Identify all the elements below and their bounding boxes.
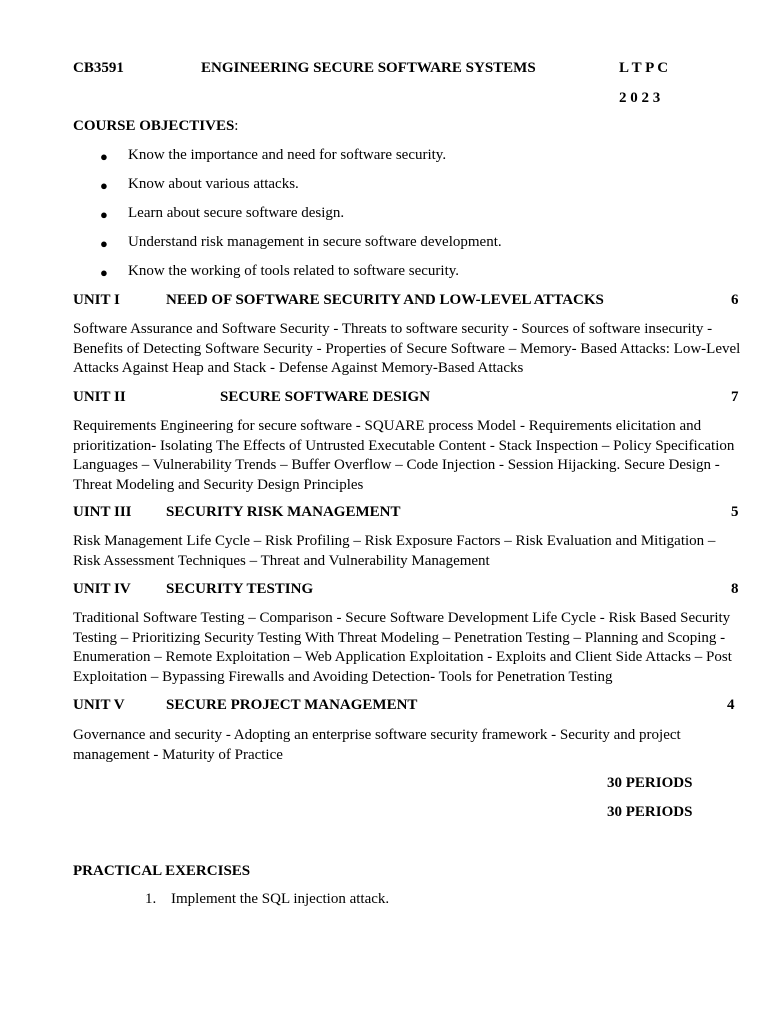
practical-item: Implement the SQL injection attack. bbox=[171, 891, 390, 907]
practical-heading: PRACTICAL EXERCISES bbox=[73, 863, 251, 879]
unit-title: SECURE SOFTWARE DESIGN bbox=[220, 389, 431, 405]
bullet-icon: ● bbox=[100, 236, 108, 251]
unit-hours: 7 bbox=[731, 389, 739, 405]
practical-item-number: 1. bbox=[145, 891, 157, 907]
unit-content: Requirements Engineering for secure software - SQUARE process Model - Requirements elicitation and prioritization- Isolating The Effects of Untrusted Executable Content - Stack Inspection – Policy Specification Languages – Vulnerability Trends – Buffer Overflow – Code Injection - Session Hijacking. Secure Design - Threat Modeling and Security Design Principles bbox=[73, 418, 735, 493]
unit-label: UNIT II bbox=[73, 389, 126, 405]
ltpc-label: L T P C bbox=[619, 60, 669, 76]
unit-content: Software Assurance and Software Security - Threats to software security - Sources of software insecurity - Benefits of Detecting Software Security - Properties of Secure Software – Memory- Based Attacks: Low-Level Attacks Against Heap and Stack - Defense Against Memory-Based Attacks bbox=[73, 321, 741, 376]
ltpc-values: 2 0 2 3 bbox=[619, 90, 661, 106]
bullet-icon: ● bbox=[100, 149, 108, 164]
unit-hours: 4 bbox=[727, 697, 735, 713]
unit-title: NEED OF SOFTWARE SECURITY AND LOW-LEVEL ATTACKS bbox=[166, 292, 604, 308]
bullet-icon: ● bbox=[100, 178, 108, 193]
unit-hours: 5 bbox=[731, 504, 739, 520]
unit-hours: 6 bbox=[731, 292, 739, 308]
unit-title: SECURE PROJECT MANAGEMENT bbox=[166, 697, 418, 713]
objectives-heading-line bbox=[73, 118, 238, 135]
unit-content: Risk Management Life Cycle – Risk Profiling – Risk Exposure Factors – Risk Evaluation and Mitigation – Risk Assessment Techniques – Threat and Vulnerability Management bbox=[73, 533, 716, 569]
unit-label: UNIT IV bbox=[73, 581, 131, 597]
unit-content: Traditional Software Testing – Comparison - Secure Software Development Life Cycle - Risk Based Security Testing – Prioritizing Security Testing With Threat Modeling – Penetration Testing – Planning and Scoping - Enumeration – Remote Exploitation – Web Application Exploitation - Exploits and Client Side Attacks – Post Exploitation – Bypassing Firewalls and Avoiding Detection- Tools for Penetration Testing bbox=[73, 610, 732, 685]
objective-item: Know the working of tools related to software security. bbox=[128, 263, 460, 279]
total-periods: 30 PERIODS bbox=[607, 775, 693, 791]
unit-title: SECURITY TESTING bbox=[166, 581, 314, 597]
objective-item: Know the importance and need for software security. bbox=[128, 147, 447, 163]
objectives-colon: : bbox=[234, 118, 239, 134]
unit-hours: 8 bbox=[731, 581, 739, 597]
unit-label: UNIT V bbox=[73, 697, 125, 713]
objective-item: Understand risk management in secure software development. bbox=[128, 234, 502, 250]
objectives-heading: COURSE OBJECTIVES bbox=[73, 118, 235, 134]
unit-label: UNIT I bbox=[73, 292, 120, 308]
bullet-icon: ● bbox=[100, 207, 108, 222]
unit-label: UINT III bbox=[73, 504, 132, 520]
bullet-icon: ● bbox=[100, 265, 108, 280]
course-code: CB3591 bbox=[73, 60, 124, 76]
objective-item: Know about various attacks. bbox=[128, 176, 299, 192]
course-title: ENGINEERING SECURE SOFTWARE SYSTEMS bbox=[201, 60, 536, 76]
unit-content: Governance and security - Adopting an enterprise software security framework - Security and project management - Maturity of Practice bbox=[73, 727, 681, 763]
unit-title: SECURITY RISK MANAGEMENT bbox=[166, 504, 401, 520]
total-periods: 30 PERIODS bbox=[607, 804, 693, 820]
objective-item: Learn about secure software design. bbox=[128, 205, 345, 221]
